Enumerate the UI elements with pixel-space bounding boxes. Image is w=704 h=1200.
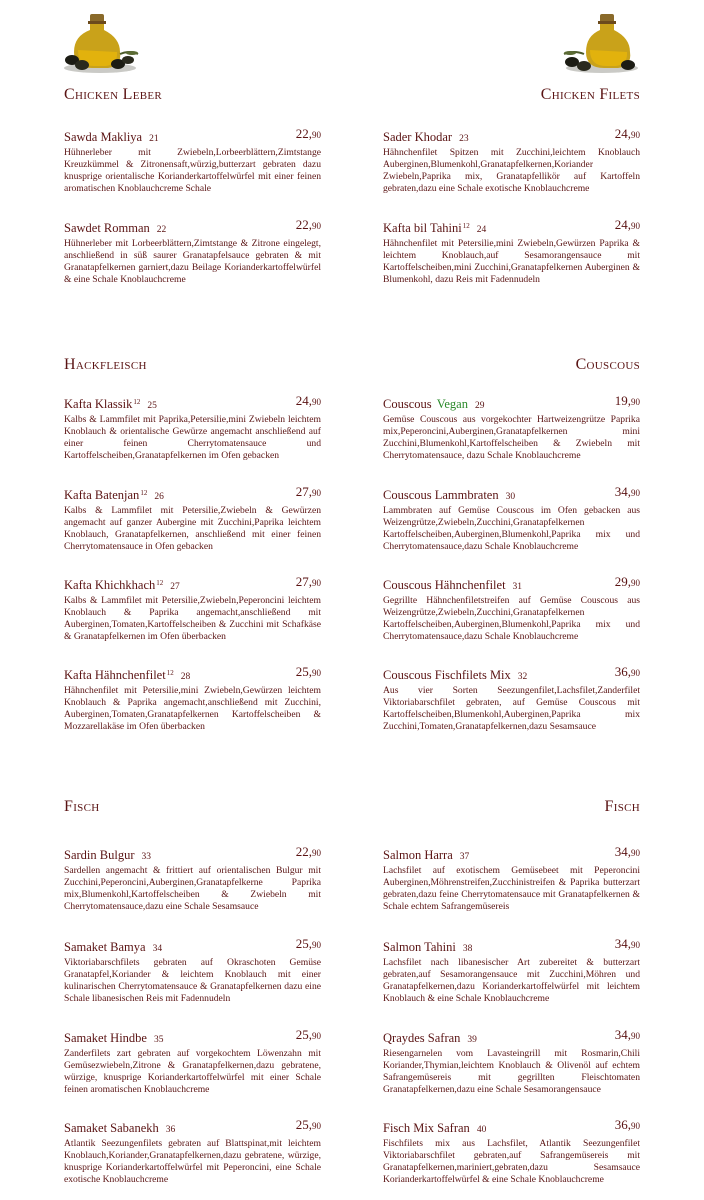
dish-number: 34 <box>152 944 163 954</box>
dish-description: Hähnchenfilet mit Petersilie,mini Zwiebeln,Gewürzen leichtem Knoblauch & Paprika angemacht,anschließend mit Zucchini, Auberginen,Tomaten,Granatapfelkernen Kartoffelscheiben & Mozzarellakäse im Ofen überbacken <box>64 685 321 732</box>
dish-number: 22 <box>156 225 167 235</box>
dish-description: Lammbraten auf Gemüse Couscous im Ofen gebacken aus Weizengrütze,Zwiebeln,Zucchini,Granatapfelkernen Kartoffelscheiben,Auberginen,Blumenkohl,Paprika mix und Cherrytomatensauce,dazu Schale Knoblauchcreme <box>383 505 640 552</box>
dish-number: 37 <box>459 852 470 862</box>
dish-name: Qraydes Safran <box>383 1031 461 1045</box>
menu-item <box>383 484 640 553</box>
menu-item <box>64 126 321 195</box>
dish-number: 32 <box>517 672 528 682</box>
dish-number: 23 <box>459 134 469 144</box>
dish-name: Kafta Hähnchenfilet <box>64 668 166 682</box>
dish-price: 22,90 <box>295 217 321 232</box>
menu-item <box>383 664 640 733</box>
dish-description: Fischfilets mix aus Lachsfilet, Atlantik Seezungenfilet Viktoriabarschfilet gebraten,auf Safrangemüsereis mit Granatapfelkernen,mariniert,gebraten,dazu Sesamsauce Korianderkartoffelwürfel & eine Schale Knoblauchcreme <box>383 1138 640 1185</box>
dish-description: Viktoriabarschfilets gebraten auf Okraschoten Gemüse Granatapfel,Koriander & leichtem Knoblauch mit einer kulinarischen Cherrytomatensauce & Granatapfelkernen dazu eine Schale libanesischen Reis mit Fadennudeln <box>64 957 321 1004</box>
menu-item <box>64 393 321 462</box>
dish-name: Sawda Makliya <box>64 130 143 144</box>
dish-description: Kalbs & Lammfilet mit Petersilie,Zwiebeln,Peperoncini leichtem Knoblauch & Paprika angemacht,anschließend mit Auberginen,Tomaten,Kartoffelscheiben & Zucchini mit Schafkäse & Granatapfelkernen im Ofen überbacken <box>64 595 321 642</box>
menu-item <box>383 844 640 913</box>
vegan-label: Vegan <box>436 397 468 411</box>
dish-name: Samaket Hindbe <box>64 1031 147 1045</box>
menu-item <box>383 1117 640 1186</box>
dish-name: Kafta bil Tahini <box>383 221 462 235</box>
section-title-chicken-leber: Chicken Leber <box>64 86 163 103</box>
dish-name: Couscous Hähnchenfilet <box>383 578 506 592</box>
dish-price: 25,90 <box>295 664 321 679</box>
dish-number: 39 <box>467 1035 477 1045</box>
dish-price: 36,90 <box>614 664 640 679</box>
dish-description: Kalbs & Lammfilet mit Petersilie,Zwiebeln & Gewürzen angemacht auf ganzer Aubergine mit Zucchini,Paprika leichtem Knoblauch, Granatapfelkernen, anschließend mit einer feinen Cherrytomatensauce in Ofen gebacken <box>64 505 321 552</box>
dish-price: 25,90 <box>295 936 321 951</box>
dish-number: 38 <box>462 944 473 954</box>
olive-oil-bottle-icon <box>60 8 140 74</box>
dish-number: 21 <box>149 134 159 144</box>
dish-description: Lachsfilet auf exotischem Gemüsebeet mit Peperoncini Auberginen,Möhrenstreifen,Zucchinistreifen & Paprika butterzart gebraten,dazu feine Cherrytomatensauce mit Granatapfelkernen & Schale echtem Safrangemüsereis <box>383 865 640 912</box>
dish-price: 22,90 <box>295 126 321 141</box>
allergen-code: 12 <box>133 398 141 406</box>
dish-description: Aus vier Sorten Seezungenfilet,Lachsfilet,Zanderfilet Viktoriabarschfilet gebraten, auf Gemüse Couscous mit Kartoffelscheiben,Blumenkohl,Auberginen,Paprika mix Zucchini,Tomaten,Granatapfelkernen,dazu Sesamsauce <box>383 685 640 732</box>
allergen-code: 12 <box>166 669 174 677</box>
dish-description: Zanderfilets zart gebraten auf vorgekochtem Löwenzahn mit Gemüsezwiebeln,Zitrone & Granatapfelkernen,dazu gebratene, würzige, knusprige Korianderkartoffelwürfel mit einer Schale feinen aromatischen Knoblauchcreme <box>64 1048 321 1095</box>
dish-price: 24,90 <box>614 126 640 141</box>
menu-item <box>383 936 640 1005</box>
dish-price: 22,90 <box>295 844 321 859</box>
menu-item <box>64 664 321 733</box>
dish-number: 31 <box>512 582 523 592</box>
menu-item <box>64 1117 321 1186</box>
dish-number: 35 <box>153 1035 164 1045</box>
menu-item <box>64 484 321 553</box>
dish-number: 36 <box>165 1125 176 1135</box>
dish-name: Kafta Khichkhach <box>64 578 156 592</box>
dish-price: 25,90 <box>295 1117 321 1132</box>
dish-price: 36,90 <box>614 1117 640 1132</box>
section-title-couscous: Couscous <box>575 356 640 373</box>
dish-name: Sawdet Romman <box>64 221 150 235</box>
dish-price: 29,90 <box>614 574 640 589</box>
dish-name: Kafta Klassik <box>64 397 133 411</box>
dish-description: Atlantik Seezungenfilets gebraten auf Blattspinat,mit leichtem Knoblauch,Koriander,Granatapfelkernen,dazu gebratene, würzige, knusprige Korianderkartoffelwürfel mit Peperoncini, eine Schale exotische Knoblauchcreme <box>64 1138 321 1185</box>
olive-oil-bottle-icon <box>562 8 642 74</box>
dish-name: Couscous Fischfilets Mix <box>383 668 511 682</box>
dish-price: 34,90 <box>614 1027 640 1042</box>
dish-description: Hühnerleber mit Zwiebeln,Lorbeerblättern,Zimtstange Kreuzkümmel & Zitronensaft,würzig,butterzart gebraten dazu knusprige orientalische Korianderkartoffelwürfel mit einer feinen aromatischen Knoblauchcreme Schale <box>64 147 321 194</box>
dish-price: 25,90 <box>295 1027 321 1042</box>
allergen-code: 12 <box>156 579 164 587</box>
section-title-fisch: Fisch <box>64 798 100 815</box>
menu-item <box>64 844 321 913</box>
section-title-chicken-filets: Chicken Filets <box>540 86 640 103</box>
dish-number: 29 <box>474 401 485 411</box>
dish-name: Samaket Bamya <box>64 940 146 954</box>
dish-price: 34,90 <box>614 484 640 499</box>
dish-number: 40 <box>476 1125 487 1135</box>
dish-name: Couscous <box>383 397 432 411</box>
dish-number: 33 <box>141 852 151 862</box>
dish-number: 26 <box>154 492 164 502</box>
dish-price: 19,90 <box>614 393 640 408</box>
dish-name: Fisch Mix Safran <box>383 1121 470 1135</box>
dish-number: 24 <box>476 225 487 235</box>
menu-item <box>383 126 640 195</box>
allergen-code: 12 <box>140 489 148 497</box>
dish-price: 34,90 <box>614 936 640 951</box>
menu-item <box>383 574 640 643</box>
dish-number: 30 <box>505 492 516 502</box>
dish-price: 24,90 <box>295 393 321 408</box>
dish-price: 27,90 <box>295 574 321 589</box>
menu-item <box>64 574 321 643</box>
dish-number: 25 <box>147 401 157 411</box>
menu-item <box>64 217 321 286</box>
dish-name: Couscous Lammbraten <box>383 488 499 502</box>
dish-number: 28 <box>180 672 191 682</box>
dish-name: Sader Khodar <box>383 130 453 144</box>
dish-description: Hähnchenfilet mit Petersilie,mini Zwiebeln,Gewürzen Paprika & leichtem Knoblauch,auf Sesamorangensauce mit Kartoffelscheiben,mini Zucchini,Granatapfelkernen Auberginen & Blumenkohl, dazu Reis mit Fadennudeln <box>383 238 640 285</box>
dish-description: Gemüse Couscous aus vorgekochter Hartweizengrütze Paprika mix,Peperoncini,Auberginen,Granatapfelkernen mini Zucchini,Blumenkohl,Kartoffelscheiben & Zwiebeln mit Cherrytomatensauce, dazu Schale Knoblauchcreme <box>383 414 640 461</box>
dish-price: 27,90 <box>295 484 321 499</box>
dish-price: 34,90 <box>614 844 640 859</box>
dish-description: Hähnchenfilet Spitzen mit Zucchini,leichtem Knoblauch Auberginen,Blumenkohl,Granatapfelkernen,Koriander Zwiebeln,Paprika mix, Granatapfellikör auf Kartoffeln gebraten,dazu eine Schale exotische Knoblauchcreme <box>383 147 640 194</box>
menu-item <box>64 1027 321 1096</box>
dish-description: Kalbs & Lammfilet mit Paprika,Petersilie,mini Zwiebeln leichtem Knoblauch & orientalische Gewürze angemacht anschließend auf einer feinen Cherrytomatensauce und Kartoffelscheiben,Granatapfelkernen im Ofen gebacken <box>64 414 321 461</box>
dish-name: Kafta Batenjan <box>64 488 140 502</box>
dish-name: Sardin Bulgur <box>64 848 135 862</box>
menu-item <box>383 1027 640 1096</box>
section-title-hackfleisch: Hackfleisch <box>64 356 147 373</box>
dish-name: Salmon Harra <box>383 848 453 862</box>
dish-description: Gegrillte Hähnchenfiletstreifen auf Gemüse Couscous aus Weizengrütze,Zwiebeln,Zucchini,Granatapfelkernen Kartoffelscheiben,Auberginen,Blumenkohl,Paprika mix und Cherrytomatensauce,dazu Schale Knoblauchcreme <box>383 595 640 642</box>
allergen-code: 12 <box>462 222 470 230</box>
dish-name: Samaket Sabanekh <box>64 1121 159 1135</box>
menu-item <box>383 217 640 286</box>
section-title-fisch: Fisch <box>604 798 640 815</box>
dish-description: Lachsfilet nach libanesischer Art zubereitet & butterzart gebraten,auf Sesamorangensauce mit Zucchini,Möhren und Granatapfelkernen,dazu Korianderkartoffelwürfel mit leichtem Knoblauch & eine Schale Knoblauchcreme <box>383 957 640 1004</box>
dish-description: Sardellen angemacht & frittiert auf orientalischen Bulgur mit Zucchini,Peperoncini,Auberginen,Granatapfelkerne Paprika mix,Blumenkohl,Kartoffelscheiben & Zwiebeln mit Cherrytomatensauce,dazu eine Schale Sesamsauce <box>64 865 321 912</box>
dish-description: Hühnerleber mit Lorbeerblättern,Zimtstange & Zitrone eingelegt, anschließend in süß saurer Granatapfelsauce gebraten & mit Granatapfelkernen garniert,dazu Beilage Korianderkartoffelwürfel & eine Schale Knoblauchcreme <box>64 238 321 285</box>
dish-number: 27 <box>170 582 180 592</box>
dish-price: 24,90 <box>614 217 640 232</box>
menu-item <box>64 936 321 1005</box>
menu-item <box>383 393 640 462</box>
dish-description: Riesengarnelen vom Lavasteingrill mit Rosmarin,Chili Koriander,Thymian,leichtem Knoblauch & Olivenöl auf echtem Safrangemüsereis mit gegrillten Fleischtomaten Granatapfelkernen,dazu eine Schale Sesamorangensauce <box>383 1048 640 1095</box>
dish-name: Salmon Tahini <box>383 940 456 954</box>
